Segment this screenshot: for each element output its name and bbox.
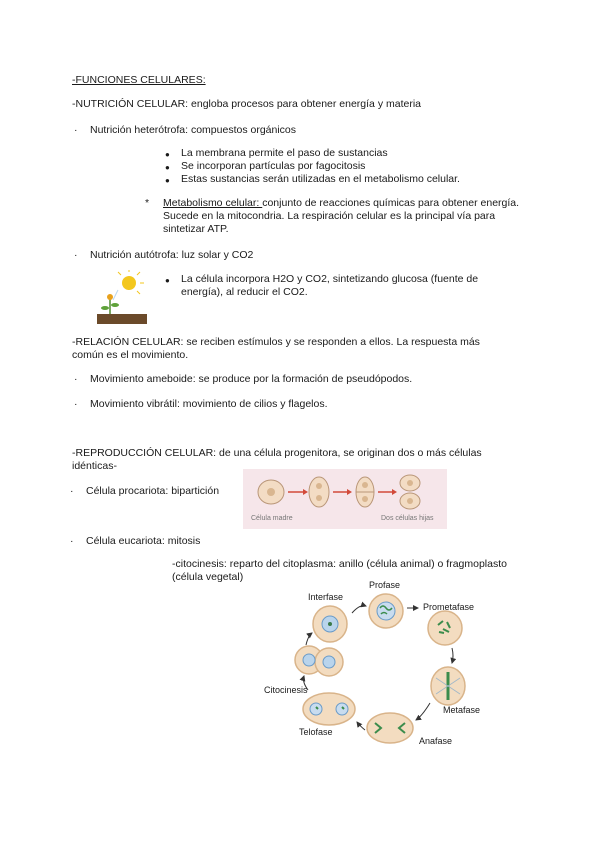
metabolismo-text: conjunto de reacciones químicas para obtener energía. Sucede en la mitocondria. La respiración celular es la principal vía para sintetizar ATP. [163, 197, 520, 235]
prometafase-cell [428, 611, 462, 645]
bullet-item: ● Se incorporan partículas por fagocitosis [181, 160, 365, 173]
cell-nucleus [310, 703, 322, 715]
label-interfase: Interfase [308, 592, 344, 602]
biparticion-figure [243, 469, 447, 529]
plant-leaf [101, 306, 109, 310]
soil-shape [97, 314, 147, 324]
autotrofa-item: · Nutrición autótrofa: luz solar y CO2 [90, 249, 253, 262]
procariota-item: · Célula procariota: bipartición [86, 485, 219, 498]
page-title: -FUNCIONES CELULARES: [72, 74, 206, 86]
cell-nucleus [303, 654, 315, 666]
plant-sun-illustration [96, 270, 148, 326]
arrow-head [392, 489, 397, 495]
fig-label-left: Célula madre [251, 515, 293, 522]
cycle-arrow [306, 633, 312, 645]
cell-nucleus [362, 496, 368, 502]
label-metafase: Metafase [443, 705, 481, 715]
cell-nucleolus [328, 622, 332, 626]
heterotrofa-item: · Nutrición heterótrofa: compuestos orgánicos [90, 124, 296, 137]
mitosis-cycle-diagram [262, 578, 490, 748]
cell-nucleus [267, 488, 275, 496]
cell-nucleus [316, 495, 322, 501]
cycle-arrow [452, 648, 453, 663]
arrow-head [303, 489, 308, 495]
metabolismo-note [163, 197, 523, 236]
plant-flower [107, 294, 113, 300]
cell-nucleus [377, 602, 395, 620]
cell-nucleus [323, 656, 335, 668]
cell-nucleus [407, 480, 413, 486]
cycle-arrow [416, 703, 430, 720]
cell-nucleus [362, 482, 368, 488]
sun-shape [122, 276, 136, 290]
autotrofa-bullet: ● La célula incorpora H2O y CO2, sintetizando glucosa (fuente de energía), al reducir el CO2. [181, 273, 501, 299]
ameboide-item: · Movimiento ameboide: se produce por la formación de pseudópodos. [90, 373, 412, 386]
light-arrow [113, 290, 118, 300]
bullet-item: ● Estas sustancias serán utilizadas en el metabolismo celular. [181, 173, 460, 186]
arrow-head [347, 489, 352, 495]
eucariota-item: · Célula eucariota: mitosis [86, 535, 200, 548]
citocinesis-text: -citocinesis: reparto del citoplasma: anillo (célula animal) o fragmoplasto (célula vegetal) [172, 558, 507, 583]
vibratil-item: · Movimiento vibrátil: movimiento de cilios y flagelos. [90, 398, 328, 411]
plant-leaf [111, 303, 119, 307]
anafase-cell [367, 713, 413, 743]
label-profase: Profase [369, 580, 401, 590]
cell-nucleus [336, 703, 348, 715]
label-citocinesis: Citocinesis [264, 685, 308, 695]
cell-nucleus [407, 498, 413, 504]
cell-nucleus [316, 483, 322, 489]
relacion-heading: -RELACIÓN CELULAR: se reciben estímulos y se responden a ellos. La respuesta más común es el movimiento. [72, 336, 480, 361]
cycle-arrow [357, 722, 365, 730]
cell-shape [309, 477, 329, 507]
label-anafase: Anafase [419, 736, 453, 746]
label-prometafase: Prometafase [423, 602, 475, 612]
metabolismo-label: Metabolismo celular: [163, 197, 263, 209]
cycle-arrow [352, 606, 366, 613]
reproduccion-heading: -REPRODUCCIÓN CELULAR: de una célula progenitora, se originan dos o más células idénticas- [72, 447, 482, 472]
bullet-item: ● La membrana permite el paso de sustancias [181, 147, 388, 160]
nutricion-heading: -NUTRICIÓN CELULAR: engloba procesos para obtener energía y materia [72, 98, 421, 110]
label-telofase: Telofase [299, 727, 333, 737]
fig-label-right: Dos células hijas [381, 515, 434, 522]
